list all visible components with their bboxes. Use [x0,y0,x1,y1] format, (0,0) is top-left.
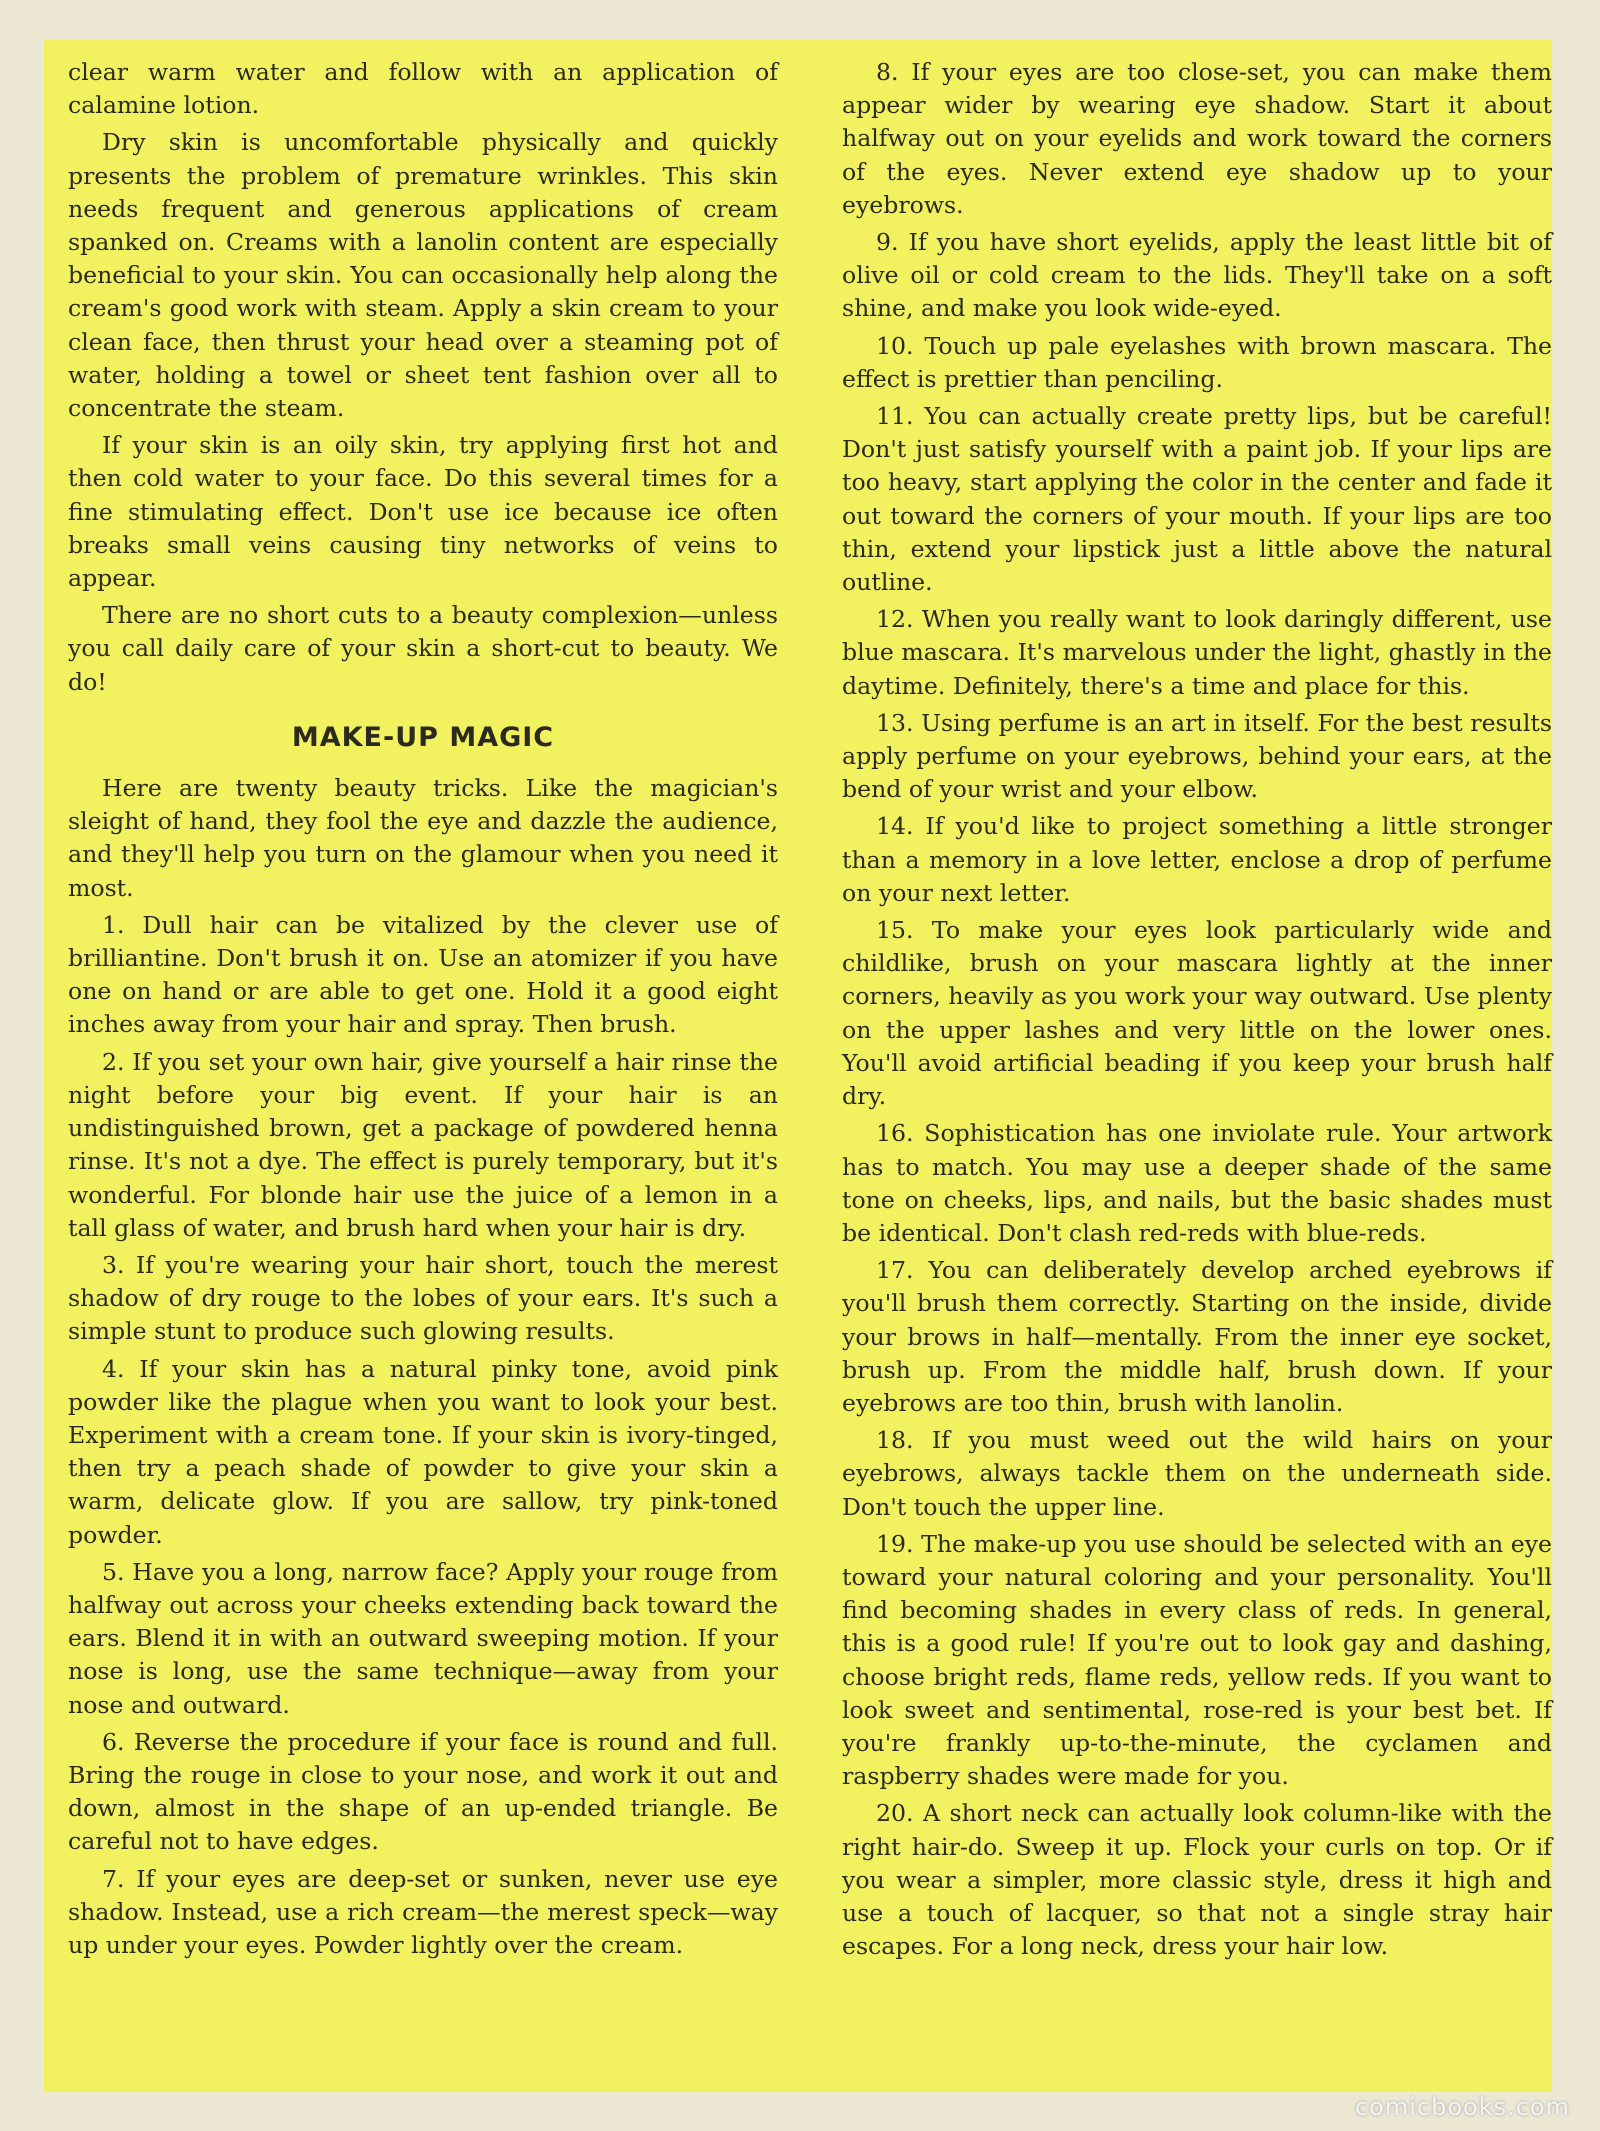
tip-20: 20. A short neck can actually look column-like with the right hair-do. Sweep it up. Flock your curls on top. Or if you wear a simpler, more classic style, dress it high and use a touch of lacquer, so that not a single stray hair escapes. For a long neck, dress your hair low. [842,1799,1552,1961]
tip-11: 11. You can actually create pretty lips, but be careful! Don't just satisfy yourself with a paint job. If your lips are too heavy, start applying the color in the center and fade it out toward the corners of your mouth. If your lips are too thin, extend your lipstick just a little above the natural outline. [842,402,1552,597]
tip-6: 6. Reverse the procedure if your face is round and full. Bring the rouge in close to your nose, and work it out and down, almost in the shape of an up-ended triangle. Be careful not to have edges. [68,1727,778,1856]
paragraph-continued: clear warm water and follow with an application of calamine lotion. [68,58,778,120]
tip-12: 12. When you really want to look daringly different, use blue mascara. It's marvelous under the light, ghastly in the daytime. Definitely, there's a time and place for this. [842,605,1552,700]
tip-8: 8. If your eyes are too close-set, you can make them appear wider by wearing eye shadow. Start it about halfway out on your eyelids and work toward the corners of the eyes. Never extend eye shadow up to your eyebrows. [842,58,1552,219]
tip-5: 5. Have you a long, narrow face? Apply your rouge from halfway out across your cheeks extending back toward the ears. Blend it in with an outward sweeping motion. If your nose is long, use the same technique—away from your nose and outward. [68,1557,778,1719]
site-watermark: comicbooks.com [1354,2093,1570,2121]
paragraph-oily-skin: If your skin is an oily skin, try applying first hot and then cold water to your face. Do this several times for a fine stimulating effect. Don't use ice because ice often breaks small veins causing tiny networks of veins to appear. [68,431,778,593]
paragraph-intro: Here are twenty beauty tricks. Like the magician's sleight of hand, they fool the eye and dazzle the audience, and they'll help you turn on the glamour when you need it most. [68,774,778,902]
tip-3: 3. If you're wearing your hair short, touch the merest shadow of dry rouge to the lobes of your ears. It's such a simple stunt to produce such glowing results. [68,1250,778,1346]
tip-2: 2. If you set your own hair, give yourself a hair rinse the night before your big event. If your hair is an undistinguished brown, get a package of powdered henna rinse. It's not a dye. The effect is purely temporary, but it's wonderful. For blonde hair use the juice of a lemon in a tall glass of water, and brush hard when your hair is dry. [68,1047,778,1242]
tip-1: 1. Dull hair can be vitalized by the clever use of brilliantine. Don't brush it on. Use an atomizer if you have one on hand or are able to get one. Hold it a good eight inches away from your hair and spray. Then brush. [68,910,778,1039]
tip-15: 15. To make your eyes look particularly wide and childlike, brush on your mascara lightly at the inner corners, heavily as you work your way outward. Use plenty on the upper lashes and very little on the lower ones. You'll avoid artificial beading if you keep your brush half dry. [842,916,1552,1111]
tip-9: 9. If you have short eyelids, apply the least little bit of olive oil or cold cream to the lids. They'll take on a soft shine, and make you look wide-eyed. [842,228,1552,323]
left-column [68,56,778,1966]
tip-17: 17. You can deliberately develop arched eyebrows if you'll brush them correctly. Starting on the inside, divide your brows in half—mentally. From the inner eye socket, brush up. From the middle half, brush down. If your eyebrows are too thin, brush with lanolin. [842,1256,1552,1417]
tip-13: 13. Using perfume is an art in itself. For the best results apply perfume on your eyebrows, behind your ears, at the bend of your wrist and your elbow. [842,708,1552,804]
tip-10: 10. Touch up pale eyelashes with brown mascara. The effect is prettier than penciling. [842,331,1552,393]
tip-19: 19. The make-up you use should be selected with an eye toward your natural coloring and your personality. You'll find becoming shades in every class of reds. In general, this is a good rule! If you're out to look gay and dashing, choose bright reds, flame reds, yellow reds. If you want to look sweet and sentimental, rose-red is your best bet. If you're frankly up-to-the-minute, the cyclamen and raspberry shades were made for you. [842,1529,1552,1791]
tip-4: 4. If your skin has a natural pinky tone, avoid pink powder like the plague when you want to look your best. Experiment with a cream tone. If your skin is ivory-tinged, then try a peach shade of powder to give your skin a warm, delicate glow. If you are sallow, try pink-toned powder. [68,1354,778,1549]
tip-16: 16. Sophistication has one inviolate rule. Your artwork has to match. You may use a deeper shade of the same tone on cheeks, lips, and nails, but the basic shades must be identical. Don't clash red-reds with blue-reds. [842,1119,1552,1247]
right-column [842,56,1552,1967]
tip-7: 7. If your eyes are deep-set or sunken, never use eye shadow. Instead, use a rich cream—the merest speck—way up under your eyes. Powder lightly over the cream. [68,1864,778,1959]
tip-18: 18. If you must weed out the wild hairs on your eyebrows, always tackle them on the underneath side. Don't touch the upper line. [842,1426,1552,1521]
section-heading: MAKE-UP MAGIC [291,721,555,753]
paragraph-short-cuts: There are no short cuts to a beauty complexion—unless you call daily care of your skin a short-cut to beauty. We do! [68,601,778,696]
paragraph-dry-skin: Dry skin is uncomfortable physically and quickly presents the problem of premature wrinkles. This skin needs frequent and generous applications of cream spanked on. Creams with a lanolin content are especially beneficial to your skin. You can occasionally help along the cream's good work with steam. Apply a skin cream to your clean face, then thrust your head over a steaming pot of water, holding a towel or sheet tent fashion over all to concentrate the steam. [68,128,778,423]
tip-14: 14. If you'd like to project something a little stronger than a memory in a love letter, enclose a drop of perfume on your next letter. [842,812,1552,907]
